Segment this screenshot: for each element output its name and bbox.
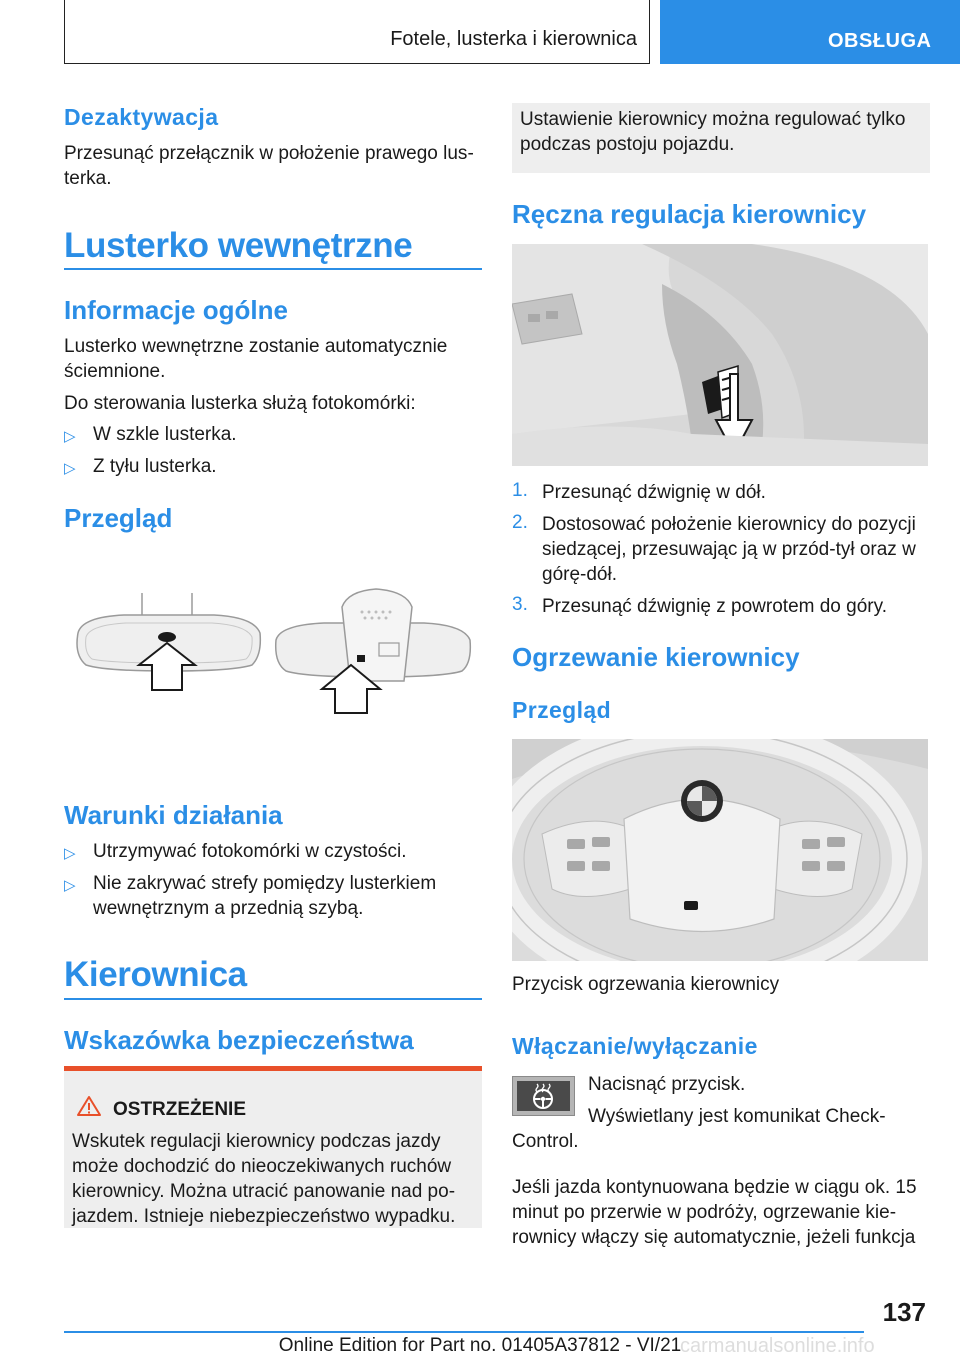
heating-overview-heading: Przegląd [512, 697, 612, 723]
deactivation-text: Przesunąć przełącznik w położenie prawego lusterka. [64, 143, 474, 189]
deactivation-heading: Dezaktywacja [64, 104, 219, 130]
heating-caption: Przycisk ogrzewania kierownicy [512, 974, 780, 995]
onoff-heading: Włączanie/wyłączanie [512, 1033, 758, 1059]
mirror-illustration [64, 585, 482, 725]
wheel-rule [64, 998, 482, 1000]
warning-triangle-icon [76, 1095, 102, 1117]
note-box [512, 103, 930, 173]
continue-text: Jeśli jazda kontynuowana będzie w ciągu ok. 15 minut po przerwie w podróży, ogrzewanie kierownicy włączy się automatycznie, jeżeli funkcja [512, 1177, 917, 1248]
heating-heading: Ogrzewanie kierownicy [512, 642, 800, 672]
heated-wheel-button[interactable] [512, 1076, 575, 1116]
step-text: Dostosować położenie kierownicy do pozycji siedzącej, przesuwając ją w przód-tył oraz w górę-dół. [542, 514, 916, 585]
page-number: 137 [882, 1297, 926, 1327]
check-control-text: Wyświetlany jest komunikat Check- [588, 1106, 886, 1127]
conditions-heading: Warunki działania [64, 800, 283, 830]
warning-label: OSTRZEŻENIE [113, 1099, 247, 1120]
chapter-tab-label: OBSŁUGA [828, 30, 932, 52]
triangle-bullet-icon: ▷ [64, 877, 76, 894]
watermark: carmanualsonline.info [680, 1335, 875, 1357]
safety-heading: Wskazówka bezpieczeństwa [64, 1025, 414, 1055]
mirror-rule [64, 268, 482, 270]
triangle-bullet-icon: ▷ [64, 845, 76, 862]
step-text: Przesunąć dźwignię z powrotem do góry. [542, 596, 887, 617]
control-text: Do sterowania lusterka służą fotokomórki: [64, 393, 416, 414]
step-number: 3. [512, 594, 528, 615]
header-box [64, 0, 650, 64]
manual-adjust-heading: Ręczna regulacja kierownicy [512, 199, 867, 229]
step-text: Przesunąć dźwignię w dół. [542, 482, 766, 503]
general-heading: Informacje ogólne [64, 295, 288, 325]
press-text: Nacisnąć przycisk. [588, 1074, 746, 1095]
check-control-text-cont: Control. [512, 1131, 579, 1152]
chapter-tab[interactable] [660, 0, 960, 64]
section-title: Fotele, lusterka i kierownica [390, 28, 637, 50]
mirror-heading: Lusterko wewnętrzne [64, 226, 413, 265]
triangle-bullet-icon: ▷ [64, 460, 76, 477]
steering-wheel-illustration [512, 739, 928, 961]
edition-text: Online Edition for Part no. 01405A37812 - VI/21 [278, 1335, 682, 1356]
step-number: 1. [512, 480, 528, 501]
overview-heading: Przegląd [64, 503, 173, 533]
note-text: Ustawienie kierownicy można regulować tylko podczas postoju pojazdu. [520, 109, 906, 155]
warning-text: Wskutek regulacji kierownicy podczas jazdy może dochodzić do nieoczekiwanych ruchów kierownicy. Można utracić panowanie nad pojazdem. Istnieje niebezpieczeństwo wypadku. [72, 1131, 456, 1227]
wheel-heading: Kierownica [64, 955, 247, 994]
general-text: Lusterko wewnętrzne zostanie automatycznie ściemnione. [64, 336, 448, 382]
footer-rule [64, 1331, 864, 1333]
step-number: 2. [512, 512, 528, 533]
triangle-bullet-icon: ▷ [64, 428, 76, 445]
heated-steering-wheel-icon [513, 1077, 574, 1115]
warning-box [64, 1066, 482, 1228]
steering-lever-illustration [512, 244, 928, 466]
